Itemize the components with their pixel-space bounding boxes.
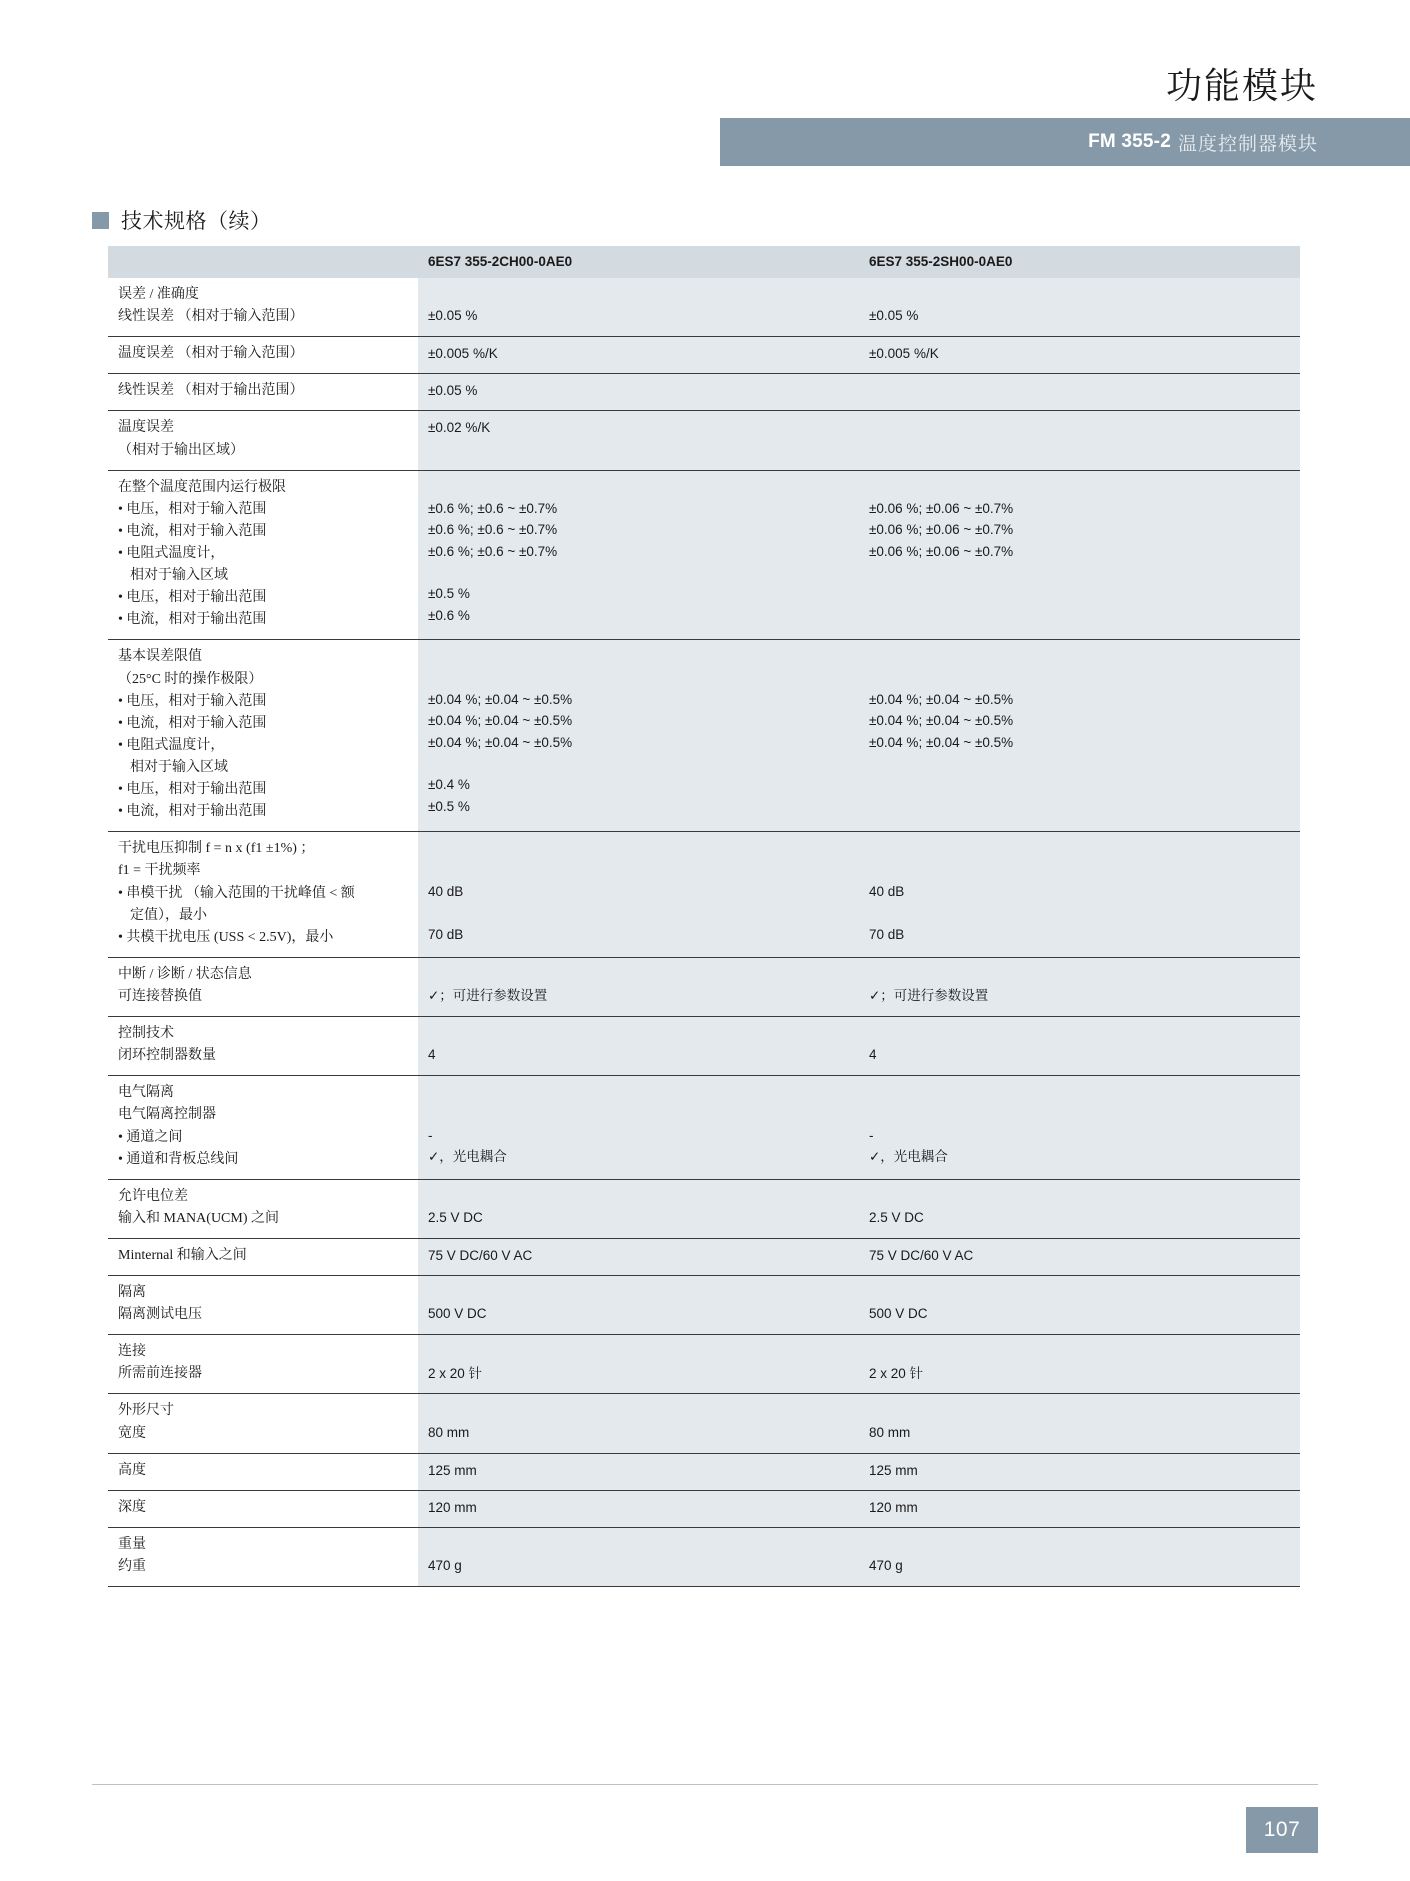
table-row [108,1238,1300,1275]
row-value-line: ±0.06 %; ±0.06 ~ ±0.7% [869,522,1014,538]
row-value-spacer [428,1186,849,1207]
row-value-line: ±0.05 % [428,383,478,399]
row-value-line: ±0.005 %/K [428,346,498,362]
row-value-line: 40 dB [428,883,464,899]
row-label-cell [108,1335,418,1394]
table-row [108,1453,1300,1490]
row-value-line: ✓，光电耦合 [428,1149,507,1165]
row-value-line: ✓；可进行参数设置 [869,988,989,1004]
row-value-cell-2 [859,411,1300,470]
column-header-label [108,246,418,278]
row-label-line: • 电压，相对于输入范围 [118,693,267,709]
row-value-line: ±0.04 %; ±0.04 ~ ±0.5% [869,734,1014,750]
row-label-line: • 电流，相对于输入范围 [118,715,267,731]
row-value-cell-2 [859,1490,1300,1527]
row-value-line: 500 V DC [428,1306,487,1322]
row-value-spacer [869,1341,1290,1362]
square-bullet-icon [92,212,109,229]
row-value-cell-1 [418,640,859,832]
row-value-line: ✓，光电耦合 [869,1149,948,1165]
row-label-line: 控制技术 [118,1026,174,1042]
row-value-line: 125 mm [869,1462,918,1478]
table-body [108,278,1300,1586]
row-value-line: - [869,1127,874,1143]
row-value-line: ±0.04 %; ±0.04 ~ ±0.5% [428,713,573,729]
row-value-spacer [869,477,1290,498]
row-label-line: 线性误差 （相对于输入范围） [118,309,304,325]
table-row [108,1179,1300,1238]
row-value-spacer [428,753,849,774]
row-label-line: 温度误差 （相对于输入范围） [118,346,304,362]
row-value-spacer [869,417,1290,438]
row-label-cell [108,1017,418,1076]
row-label-line: f1 = 干扰频率 [118,863,201,879]
row-label-line: • 电阻式温度计， [118,545,225,561]
row-value-line: 75 V DC/60 V AC [869,1247,974,1263]
table-row [108,832,1300,958]
row-label-cell [108,1076,418,1179]
row-value-spacer [869,753,1290,774]
row-value-spacer [428,562,849,583]
table-row [108,1394,1300,1453]
row-label-line: 相对于输入区域 [130,568,228,584]
row-label-line: 隔离 [118,1285,146,1301]
row-label-line: • 电压，相对于输出范围 [118,782,267,798]
row-label-cell [108,411,418,470]
row-value-line: ±0.6 %; ±0.6 ~ ±0.7% [428,500,558,516]
row-label-line: （25°C 时的操作极限） [118,671,263,687]
column-header-order-number-1: 6ES7 355-2CH00-0AE0 [418,246,859,278]
column-header-order-number-2: 6ES7 355-2SH00-0AE0 [859,246,1300,278]
row-label-cell [108,1179,418,1238]
row-value-spacer [428,1082,849,1103]
section-heading [92,205,272,235]
row-value-line: 120 mm [869,1499,918,1515]
row-value-spacer [869,964,1290,985]
row-label-line: • 通道之间 [118,1129,183,1145]
row-value-cell-1 [418,1017,859,1076]
row-label-line: 干扰电压抑制 f = n x (f1 ±1%) ； [118,841,315,857]
row-value-line: ±0.04 %; ±0.04 ~ ±0.5% [428,734,573,750]
row-value-spacer [869,1186,1290,1207]
table-row [108,278,1300,337]
row-value-line: ±0.4 % [428,777,470,793]
row-label-cell [108,1276,418,1335]
row-value-spacer [869,1534,1290,1555]
row-value-line: ±0.5 % [428,798,470,814]
row-label-line: 可连接替换值 [118,988,202,1004]
row-value-cell-2 [859,1076,1300,1179]
table-row [108,1076,1300,1179]
row-label-cell [108,957,418,1016]
row-value-spacer [869,1104,1290,1125]
row-value-line: - [428,1127,433,1143]
row-label-line: 所需前连接器 [118,1366,202,1382]
row-label-line: 温度误差 [118,420,174,436]
row-value-spacer [869,860,1290,881]
row-value-spacer [428,1023,849,1044]
row-label-line: 在整个温度范围内运行极限 [118,479,286,495]
row-label-line: 外形尺寸 [118,1403,174,1419]
footer-divider [92,1784,1318,1785]
table-row [108,411,1300,470]
row-value-cell-2 [859,278,1300,337]
row-label-line: 误差 / 准确度 [118,287,199,302]
row-value-cell-2 [859,374,1300,411]
row-value-spacer [428,1534,849,1555]
row-value-spacer [428,646,849,667]
row-value-cell-2 [859,1179,1300,1238]
row-value-cell-1 [418,1490,859,1527]
row-value-cell-2 [859,1276,1300,1335]
table-header [108,246,1300,278]
row-value-cell-2 [859,1335,1300,1394]
row-value-line: 2.5 V DC [428,1210,483,1226]
row-value-line: ±0.06 %; ±0.06 ~ ±0.7% [869,543,1014,559]
row-value-line: ±0.04 %; ±0.04 ~ ±0.5% [869,692,1014,708]
row-value-line: 75 V DC/60 V AC [428,1247,533,1263]
row-value-spacer [428,1104,849,1125]
row-value-cell-1 [418,957,859,1016]
table-row [108,337,1300,374]
row-value-cell-1 [418,832,859,958]
row-value-cell-1 [418,470,859,640]
row-label-cell [108,1490,418,1527]
row-value-cell-1 [418,1453,859,1490]
row-value-line: 2 x 20 针 [869,1365,924,1381]
row-label-line: Minternal 和输入之间 [118,1247,247,1263]
row-label-line: 宽度 [118,1425,146,1441]
row-value-spacer [428,1282,849,1303]
header-band-code: FM 355-2 [1088,131,1171,152]
row-label-line: • 电流，相对于输出范围 [118,804,267,820]
row-value-spacer [869,605,1290,626]
row-value-line: 125 mm [428,1462,477,1478]
table-bottom-rule [108,1586,1300,1587]
row-value-line: 80 mm [869,1424,911,1440]
page-header [0,0,1410,180]
row-label-line: 基本误差限值 [118,649,202,665]
row-value-line: ±0.05 % [869,308,919,324]
row-label-line: 电气隔离控制器 [118,1107,216,1123]
row-value-cell-2 [859,957,1300,1016]
row-value-cell-1 [418,1179,859,1238]
row-value-spacer [869,646,1290,667]
page-title: 功能模块 [1165,66,1318,106]
row-value-cell-1 [418,411,859,470]
row-value-spacer [869,1023,1290,1044]
row-value-cell-1 [418,1335,859,1394]
row-value-line: 120 mm [428,1499,477,1515]
row-value-spacer [428,860,849,881]
row-value-cell-2 [859,1527,1300,1586]
row-label-line: • 通道和背板总线间 [118,1151,239,1167]
row-value-spacer [869,284,1290,305]
row-label-cell [108,1238,418,1275]
row-label-line: 定值），最小 [130,907,207,923]
table-row [108,1017,1300,1076]
row-value-cell-2 [859,1017,1300,1076]
row-value-line: 40 dB [869,883,905,899]
row-value-spacer [428,1341,849,1362]
row-value-line: ✓；可进行参数设置 [428,988,548,1004]
row-value-line: ±0.02 %/K [428,420,491,436]
table-row [108,640,1300,832]
row-value-spacer [869,1082,1290,1103]
row-value-line: 80 mm [428,1424,470,1440]
row-value-line: 4 [428,1047,436,1063]
table-row [108,1527,1300,1586]
row-value-line: ±0.06 %; ±0.06 ~ ±0.7% [869,500,1014,516]
row-label-cell [108,832,418,958]
row-value-spacer [869,380,1290,401]
table-row [108,1335,1300,1394]
row-label-line: 中断 / 诊断 / 状态信息 [118,966,252,982]
row-label-line: • 电压，相对于输出范围 [118,590,267,606]
row-value-cell-2 [859,470,1300,640]
row-value-spacer [428,964,849,985]
row-value-line: ±0.05 % [428,308,478,324]
row-value-line: 2.5 V DC [869,1210,924,1226]
row-value-line: ±0.6 %; ±0.6 ~ ±0.7% [428,522,558,538]
row-label-line: • 电流，相对于输出范围 [118,612,267,628]
row-value-cell-1 [418,337,859,374]
row-label-cell [108,1527,418,1586]
row-label-line: • 共模干扰电压 (USS < 2.5V)，最小 [118,929,334,945]
row-value-spacer [869,1282,1290,1303]
row-label-cell [108,640,418,832]
row-value-cell-1 [418,1076,859,1179]
row-value-line: ±0.04 %; ±0.04 ~ ±0.5% [428,692,573,708]
page-number-badge: 107 [1246,1807,1318,1853]
row-label-cell [108,1453,418,1490]
row-value-line: 2 x 20 针 [428,1365,483,1381]
row-value-line: 470 g [869,1558,903,1574]
row-label-cell [108,337,418,374]
row-label-line: 输入和 MANA(UCM) 之间 [118,1210,279,1226]
row-value-cell-1 [418,374,859,411]
row-label-line: • 电流，相对于输入范围 [118,523,267,539]
row-label-line: 约重 [118,1559,146,1575]
row-label-line: 电气隔离 [118,1085,174,1101]
row-label-line: 隔离测试电压 [118,1307,202,1323]
row-label-line: 深度 [118,1499,146,1515]
row-label-line: 高度 [118,1462,146,1478]
row-value-cell-2 [859,1453,1300,1490]
row-value-spacer [869,774,1290,795]
row-value-cell-1 [418,1394,859,1453]
row-value-line: 4 [869,1047,877,1063]
row-value-line: 470 g [428,1558,462,1574]
row-value-spacer [428,1400,849,1421]
specifications-table [108,246,1300,1586]
row-value-spacer [428,477,849,498]
row-value-cell-1 [418,1238,859,1275]
row-label-cell [108,374,418,411]
row-value-cell-2 [859,832,1300,958]
row-value-spacer [869,838,1290,859]
row-label-line: • 电压，相对于输入范围 [118,501,267,517]
row-value-spacer [428,284,849,305]
row-value-spacer [869,562,1290,583]
table-row [108,374,1300,411]
row-value-line: ±0.5 % [428,586,470,602]
row-value-line: ±0.6 % [428,607,470,623]
row-label-line: 允许电位差 [118,1188,188,1204]
row-value-line: 70 dB [869,926,905,942]
row-label-cell [108,278,418,337]
row-value-line: 70 dB [428,926,464,942]
table-row [108,1276,1300,1335]
row-label-line: 闭环控制器数量 [118,1048,216,1064]
row-value-cell-1 [418,1527,859,1586]
row-value-spacer [869,583,1290,604]
row-label-line: 重量 [118,1536,146,1552]
row-value-spacer [869,796,1290,817]
row-value-cell-2 [859,1394,1300,1453]
row-value-spacer [428,902,849,923]
row-value-cell-2 [859,337,1300,374]
row-label-line: （相对于输出区域） [118,442,244,458]
row-value-line: ±0.005 %/K [869,346,939,362]
table-row [108,957,1300,1016]
row-value-cell-1 [418,1276,859,1335]
row-value-line: ±0.04 %; ±0.04 ~ ±0.5% [869,713,1014,729]
row-value-spacer [428,668,849,689]
row-value-line: ±0.6 %; ±0.6 ~ ±0.7% [428,543,558,559]
row-label-cell [108,470,418,640]
row-value-cell-2 [859,1238,1300,1275]
row-label-line: • 串模干扰 （输入范围的干扰峰值 < 额 [118,885,355,901]
row-label-line: 线性误差 （相对于输出范围） [118,383,304,399]
table-row [108,470,1300,640]
row-value-spacer [869,902,1290,923]
row-value-cell-1 [418,278,859,337]
row-label-line: • 电阻式温度计， [118,737,225,753]
header-band-name: 温度控制器模块 [1177,133,1318,155]
row-value-spacer [869,1400,1290,1421]
table-row [108,1490,1300,1527]
row-value-cell-2 [859,640,1300,832]
row-value-spacer [869,668,1290,689]
row-value-spacer [428,838,849,859]
header-band [720,118,1410,166]
row-label-line: 连接 [118,1344,146,1360]
section-heading-label: 技术规格（续） [121,209,272,233]
row-label-line: 相对于输入区域 [130,759,228,775]
table-header-row [108,246,1300,278]
row-label-cell [108,1394,418,1453]
row-value-line: 500 V DC [869,1306,928,1322]
